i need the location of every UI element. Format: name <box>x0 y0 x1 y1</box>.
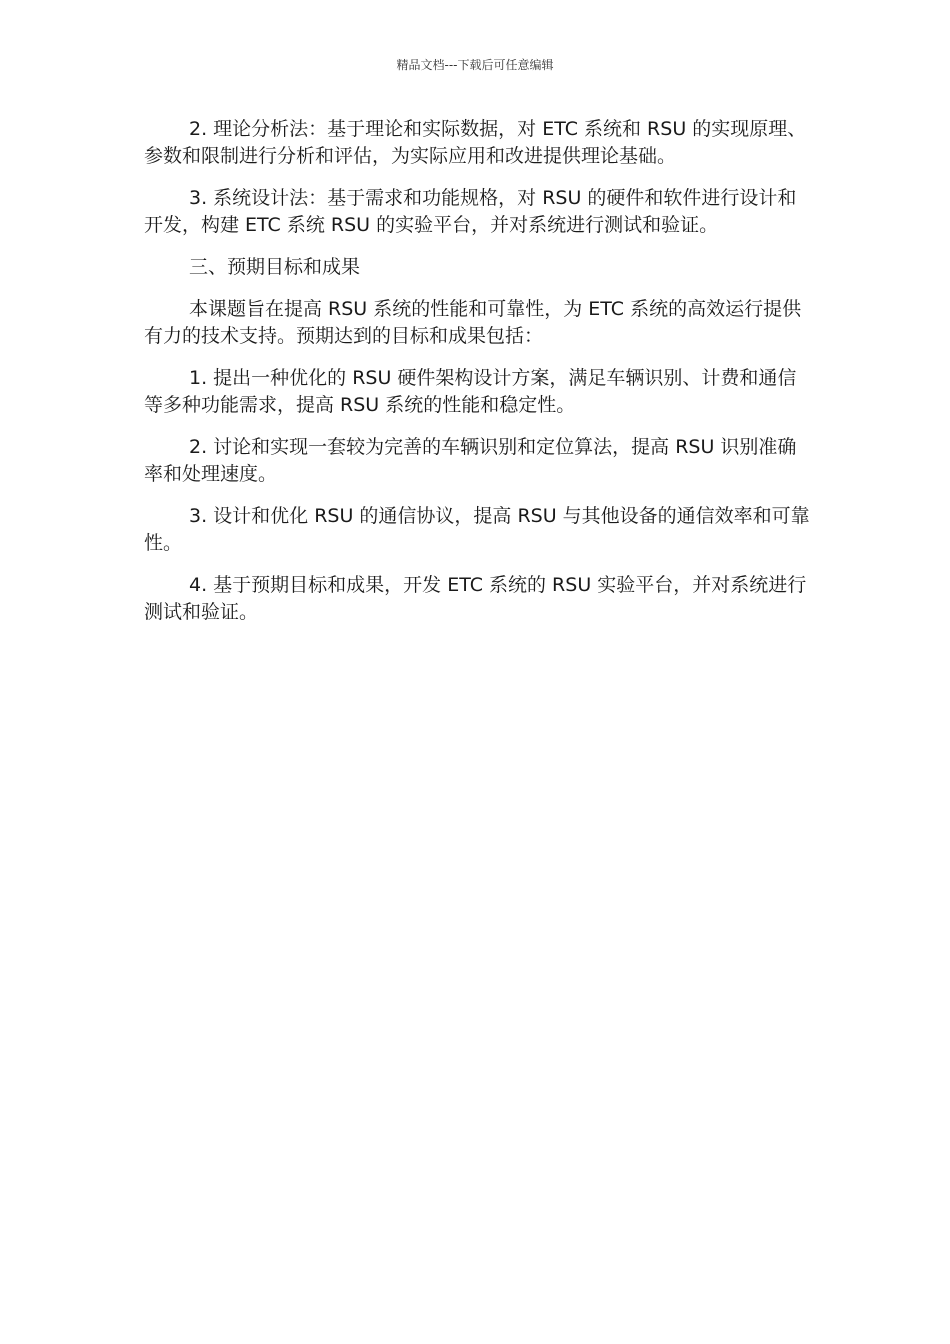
section-heading-expected-goals: 三、预期目标和成果 <box>189 256 361 278</box>
paragraph-theory-analysis: 2. 理论分析法：基于理论和实际数据，对 ETC 系统和 RSU 的实现原理、参数和限制进行分析和评估，为实际应用和改进提供理论基础。 <box>144 118 807 167</box>
paragraph-goal-3: 3. 设计和优化 RSU 的通信协议，提高 RSU 与其他设备的通信效率和可靠性。 <box>144 505 810 554</box>
paragraph-goal-4: 4. 基于预期目标和成果，开发 ETC 系统的 RSU 实验平台，并对系统进行测试和验证。 <box>144 574 807 623</box>
paragraph-goal-2: 2. 讨论和实现一套较为完善的车辆识别和定位算法，提高 RSU 识别准确率和处理速度。 <box>144 436 797 485</box>
document-body <box>144 116 812 641</box>
page-header: 精品文档---下载后可任意编辑 <box>396 58 554 72</box>
paragraph-goal-1: 1. 提出一种优化的 RSU 硬件架构设计方案，满足车辆识别、计费和通信等多种功能需求，提高 RSU 系统的性能和稳定性。 <box>144 367 797 416</box>
paragraph-system-design: 3. 系统设计法：基于需求和功能规格，对 RSU 的硬件和软件进行设计和开发，构建 ETC 系统 RSU 的实验平台，并对系统进行测试和验证。 <box>144 187 797 236</box>
paragraph-goals-intro: 本课题旨在提高 RSU 系统的性能和可靠性，为 ETC 系统的高效运行提供有力的技术支持。预期达到的目标和成果包括： <box>144 298 802 347</box>
